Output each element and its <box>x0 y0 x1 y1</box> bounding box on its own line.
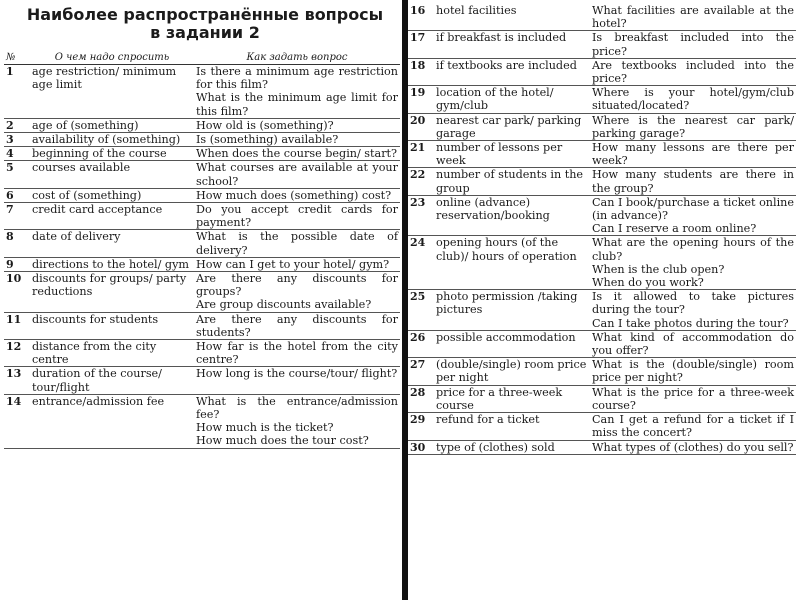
question-text: How can I get to your hotel/ gym? <box>196 257 390 271</box>
row-number: 10 <box>6 272 22 286</box>
row-questions <box>590 290 796 331</box>
row-questions <box>590 168 796 195</box>
left-column <box>4 52 400 449</box>
row-questions <box>590 440 796 454</box>
row-number: 14 <box>6 394 22 408</box>
row-number: 7 <box>6 203 14 217</box>
row-number: 2 <box>6 118 14 132</box>
table-row <box>408 168 796 195</box>
row-number: 30 <box>410 440 426 454</box>
question-text: How long is the course/tour/ flight? <box>196 367 398 381</box>
table-row <box>408 385 796 412</box>
row-questions <box>590 141 796 168</box>
question-text: Can I take photos during the tour? <box>592 316 789 330</box>
row-topic: age restriction/ minimum age limit <box>32 65 177 92</box>
row-number: 29 <box>410 413 426 427</box>
row-topic: price for a three-week course <box>436 385 563 412</box>
question-text: What facilities are available at the hotel? <box>592 4 794 31</box>
row-questions <box>194 188 400 202</box>
question-text: What is the price for a three-week course? <box>592 385 794 412</box>
row-topic: number of lessons per week <box>436 141 563 168</box>
question-text: What is the entrance/admission fee? <box>196 394 398 422</box>
row-number: 18 <box>410 58 426 72</box>
header-num: № <box>4 52 30 65</box>
table-row <box>408 86 796 113</box>
table-row <box>4 394 400 448</box>
table-row <box>408 195 796 236</box>
page-title <box>0 6 400 42</box>
question-text: Can I reserve a room online? <box>592 222 757 236</box>
table-row <box>4 312 400 339</box>
row-topic: hotel facilities <box>436 4 517 17</box>
row-questions <box>590 195 796 236</box>
question-text: What is the minimum age limit for this film? <box>196 91 398 118</box>
row-number: 20 <box>410 113 426 127</box>
row-number: 25 <box>410 290 426 304</box>
question-text: Is breakfast included into the price? <box>592 31 794 58</box>
row-questions <box>590 58 796 85</box>
row-topic: photo permission /taking pictures <box>436 290 578 317</box>
question-text: When do you work? <box>592 276 704 290</box>
row-questions <box>194 133 400 147</box>
row-topic: courses available <box>32 161 131 175</box>
row-questions <box>194 118 400 132</box>
row-number: 24 <box>410 236 426 250</box>
row-questions <box>590 330 796 357</box>
row-questions <box>590 86 796 113</box>
row-number: 26 <box>410 330 426 344</box>
row-topic: (double/single) room price per night <box>436 358 587 385</box>
row-number: 28 <box>410 385 426 399</box>
row-questions <box>194 203 400 230</box>
row-topic: opening hours (of the club)/ hours of operation <box>436 236 577 263</box>
question-text: Is there a minimum age restriction for this film? <box>196 65 398 92</box>
table-row <box>408 141 796 168</box>
table-row <box>4 230 400 257</box>
question-text: How much does the tour cost? <box>196 434 369 448</box>
row-number: 27 <box>410 358 426 372</box>
row-number: 23 <box>410 195 426 209</box>
row-questions <box>590 385 796 412</box>
row-topic: discounts for groups/ party reductions <box>32 272 187 299</box>
question-text: How much is the ticket? <box>196 421 334 435</box>
row-questions <box>194 272 400 313</box>
question-text: What is the (double/single) room price per night? <box>592 358 794 385</box>
row-number: 4 <box>6 147 14 161</box>
question-text: What types of (clothes) do you sell? <box>592 440 794 454</box>
question-text: What is the possible date of delivery? <box>196 230 398 257</box>
row-questions <box>194 367 400 394</box>
row-topic: duration of the course/ tour/flight <box>32 367 162 394</box>
row-number: 21 <box>410 141 426 155</box>
row-topic: credit card acceptance <box>32 203 163 217</box>
row-topic: if breakfast is included <box>436 31 567 45</box>
row-topic: type of (clothes) sold <box>436 440 555 454</box>
question-text: What are the opening hours of the club? <box>592 236 794 263</box>
row-number: 3 <box>6 133 14 147</box>
question-text: Are there any discounts for students? <box>196 312 398 339</box>
questions-table-left <box>4 52 400 449</box>
question-text: How many students are there in the group? <box>592 168 794 195</box>
question-text: Can I get a refund for a ticket if I miss the concert? <box>592 413 794 440</box>
row-questions <box>590 358 796 385</box>
row-topic: location of the hotel/ gym/club <box>436 86 554 113</box>
question-text: How much does (something) cost? <box>196 188 392 202</box>
table-row <box>408 358 796 385</box>
question-text: Are there any discounts for groups? <box>196 272 398 299</box>
row-number: 8 <box>6 230 14 244</box>
table-row <box>4 340 400 367</box>
row-topic: date of delivery <box>32 230 121 244</box>
row-questions <box>590 236 796 290</box>
row-number: 5 <box>6 161 14 175</box>
row-topic: cost of (something) <box>32 188 142 202</box>
table-row <box>408 330 796 357</box>
row-number: 19 <box>410 86 426 100</box>
row-questions <box>194 340 400 367</box>
row-number: 12 <box>6 340 22 354</box>
row-questions <box>194 147 400 161</box>
row-topic: discounts for students <box>32 312 159 326</box>
row-questions <box>590 4 796 31</box>
row-topic: entrance/admission fee <box>32 394 165 408</box>
question-text: Where is your hotel/gym/club situated/located? <box>592 86 794 113</box>
right-table-body <box>408 4 796 454</box>
title-line-2: в задании 2 <box>150 23 260 42</box>
question-text: Can I book/purchase a ticket online (in advance)? <box>592 195 794 223</box>
row-questions <box>194 257 400 271</box>
question-text: What courses are available at your school? <box>196 161 398 188</box>
table-row <box>4 257 400 271</box>
table-row <box>4 367 400 394</box>
row-questions <box>194 65 400 119</box>
table-row <box>4 203 400 230</box>
row-topic: if textbooks are included <box>436 58 577 72</box>
row-topic: beginning of the course <box>32 147 167 161</box>
table-row <box>408 413 796 440</box>
row-topic: online (advance) reservation/booking <box>436 195 550 223</box>
question-text: Are group discounts available? <box>196 298 372 312</box>
question-text: Is (something) available? <box>196 133 339 147</box>
row-questions <box>194 312 400 339</box>
question-text: Where is the nearest car park/ parking garage? <box>592 113 794 140</box>
row-questions <box>590 113 796 140</box>
question-text: How far is the hotel from the city centre? <box>196 340 398 367</box>
questions-table-right <box>408 4 796 455</box>
row-number: 16 <box>410 4 426 17</box>
table-row <box>408 113 796 140</box>
question-text: When does the course begin/ start? <box>196 147 398 161</box>
header-question: Как задать вопрос <box>194 52 400 65</box>
question-text: Is it allowed to take pictures during the tour? <box>592 290 794 317</box>
table-row <box>4 147 400 161</box>
row-questions <box>194 230 400 257</box>
table-row <box>4 65 400 119</box>
row-number: 6 <box>6 188 14 202</box>
table-row <box>408 31 796 58</box>
row-topic: number of students in the group <box>436 168 584 195</box>
row-number: 11 <box>6 312 22 326</box>
table-row <box>408 236 796 290</box>
question-text: How old is (something)? <box>196 118 334 132</box>
question-text: What kind of accommodation do you offer? <box>592 330 794 358</box>
title-line-1: Наиболее распространённые вопросы <box>26 5 384 24</box>
row-topic: refund for a ticket <box>436 413 540 427</box>
row-number: 22 <box>410 168 426 182</box>
table-row <box>4 133 400 147</box>
table-row <box>408 440 796 454</box>
left-table-body <box>4 65 400 449</box>
table-row <box>4 188 400 202</box>
table-row <box>4 118 400 132</box>
row-questions <box>590 31 796 58</box>
question-text: Are textbooks included into the price? <box>592 58 794 86</box>
row-number: 13 <box>6 367 22 381</box>
row-topic: distance from the city centre <box>32 340 157 367</box>
row-topic: availability of (something) <box>32 133 181 147</box>
row-questions <box>194 394 400 448</box>
row-number: 17 <box>410 31 426 45</box>
row-topic: directions to the hotel/ gym <box>32 257 190 271</box>
row-number: 1 <box>6 65 14 78</box>
table-header-row <box>4 52 400 65</box>
table-row <box>408 58 796 85</box>
right-column <box>408 4 796 455</box>
table-row <box>4 272 400 313</box>
question-text: How many lessons are there per week? <box>592 141 794 168</box>
row-topic: nearest car park/ parking garage <box>436 113 582 140</box>
row-topic: age of (something) <box>32 118 139 132</box>
table-row <box>408 290 796 331</box>
table-row <box>4 161 400 188</box>
question-text: When is the club open? <box>592 262 725 276</box>
row-number: 9 <box>6 257 14 271</box>
row-topic: possible accommodation <box>436 330 576 344</box>
row-questions <box>590 413 796 440</box>
question-text: Do you accept credit cards for payment? <box>196 203 398 230</box>
table-row <box>408 4 796 31</box>
header-topic: О чем надо спросить <box>30 52 194 65</box>
row-questions <box>194 161 400 188</box>
